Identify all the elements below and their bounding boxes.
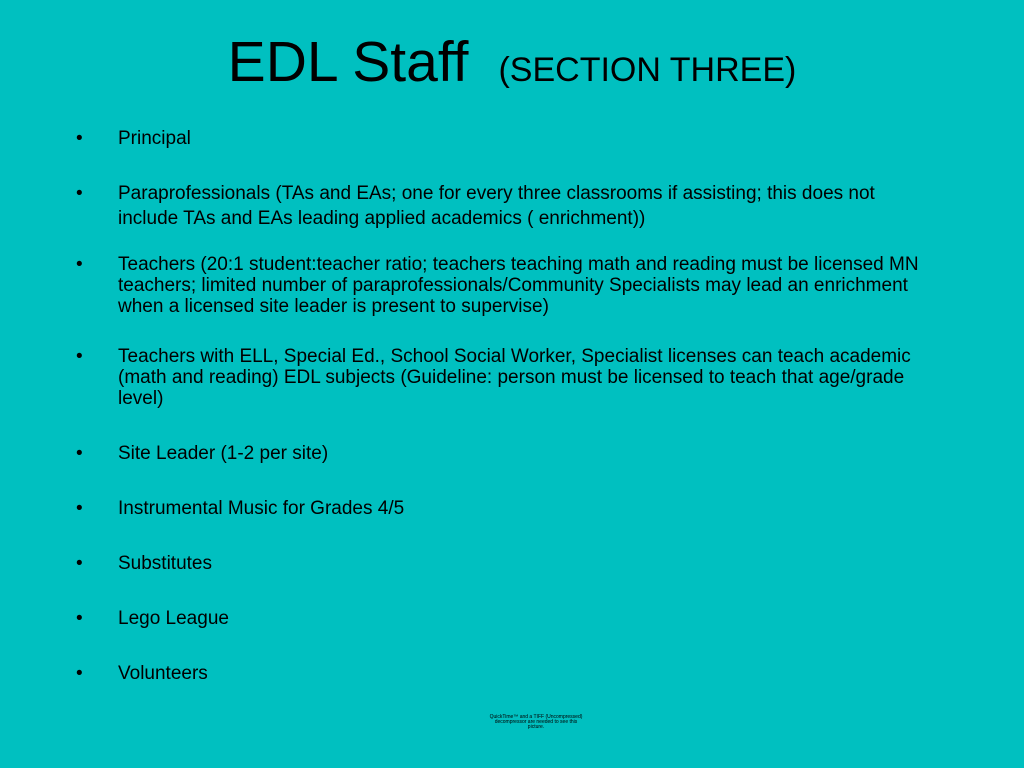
title-subtitle: (SECTION THREE) [498, 51, 797, 89]
bullet-text: Instrumental Music for Grades 4/5 [118, 498, 405, 519]
bullet-dot: • [76, 663, 83, 684]
bullet-item [76, 498, 936, 519]
bullet-text: Teachers (20:1 student:teacher ratio; teachers teaching math and reading must be licensed MN teachers; limited number of paraprofessionals/Community Specialists may lead an enrichment when a licensed site leader is present to supervise) [118, 254, 919, 317]
bullet-item [76, 128, 936, 149]
bullet-item [76, 181, 936, 231]
slide-title [0, 30, 1024, 94]
bullet-dot: • [76, 254, 83, 275]
bullet-text: Paraprofessionals (TAs and EAs; one for every three classrooms if assisting; this does not include TAs and EAs leading applied academics ( enrichment)) [118, 183, 875, 229]
bullet-text: Lego League [118, 608, 229, 629]
image-placeholder-note: QuickTime™ and a TIFF (Uncompressed) decompressor are needed to see this picture. [489, 714, 583, 730]
bullet-item [76, 443, 936, 464]
bullet-dot: • [76, 183, 83, 204]
title-main: EDL Staff [227, 30, 469, 94]
bullet-item [76, 346, 936, 409]
bullet-dot: • [76, 608, 83, 629]
bullet-dot: • [76, 443, 83, 464]
bullet-dot: • [76, 553, 83, 574]
bullet-list [76, 128, 936, 684]
bullet-dot: • [76, 128, 83, 149]
bullet-item [76, 553, 936, 574]
bullet-item [76, 608, 936, 629]
bullet-dot: • [76, 498, 83, 519]
bullet-text: Teachers with ELL, Special Ed., School Social Worker, Specialist licenses can teach academic (math and reading) EDL subjects (Guideline: person must be licensed to teach that age/grade level) [118, 346, 911, 409]
bullet-dot: • [76, 346, 83, 367]
bullet-text: Volunteers [118, 663, 208, 684]
bullet-item [76, 663, 936, 684]
bullet-text: Principal [118, 128, 191, 149]
bullet-text: Site Leader (1-2 per site) [118, 443, 329, 464]
bullet-text: Substitutes [118, 553, 212, 574]
bullet-item [76, 254, 936, 317]
